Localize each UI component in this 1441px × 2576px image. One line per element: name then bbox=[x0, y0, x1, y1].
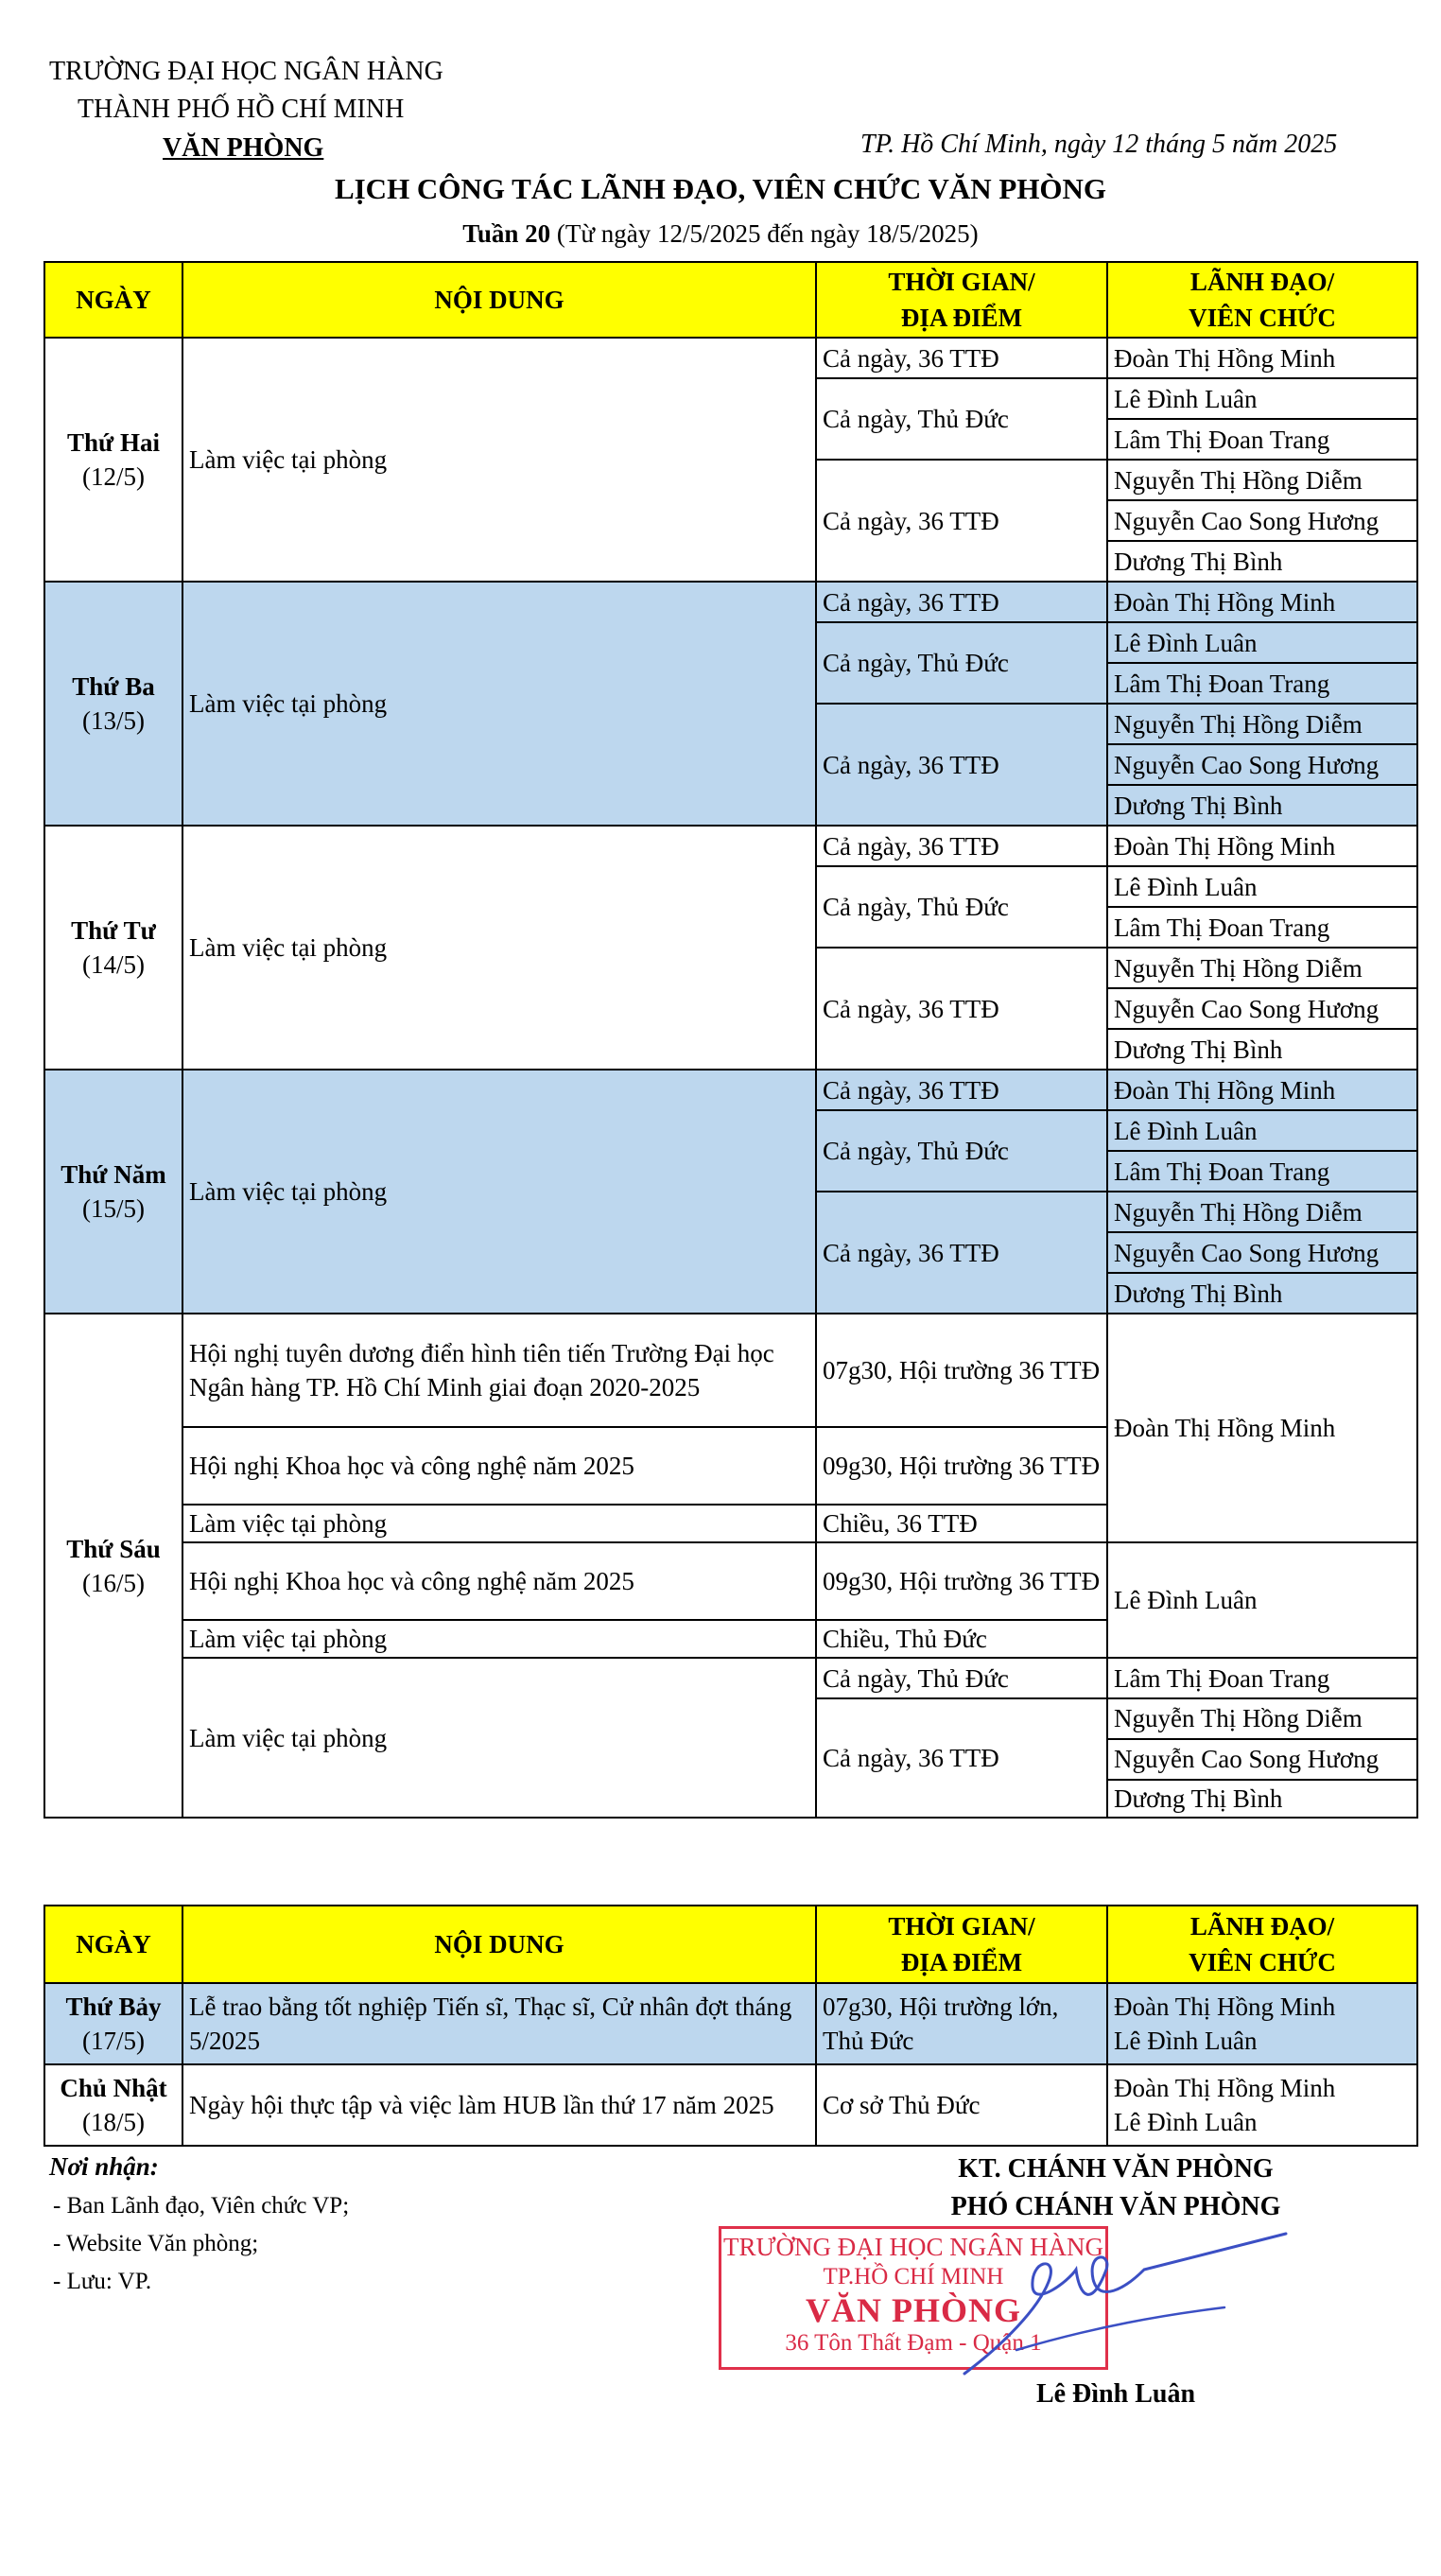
day-date: (15/5) bbox=[82, 1194, 145, 1223]
table-row bbox=[44, 1314, 1417, 1427]
day-cell bbox=[44, 826, 182, 1070]
place-cell: Cả ngày, Thủ Đức bbox=[816, 866, 1107, 948]
place-cell: Cơ sở Thủ Đức bbox=[816, 2064, 1107, 2146]
person-cell: Đoàn Thị Hồng Minh bbox=[1107, 826, 1417, 866]
person-cell: Dương Thị Bình bbox=[1107, 1273, 1417, 1314]
person-cell: Nguyễn Thị Hồng Diễm bbox=[1107, 1192, 1417, 1232]
person-cell: Nguyễn Cao Song Hương bbox=[1107, 1232, 1417, 1273]
weekend-schedule-table bbox=[43, 1905, 1418, 2147]
person-cell: Đoàn Thị Hồng Minh bbox=[1107, 1070, 1417, 1110]
place-cell: Cả ngày, 36 TTĐ bbox=[816, 704, 1107, 826]
recipient-item: - Website Văn phòng; bbox=[53, 2231, 259, 2256]
weekday-rows bbox=[44, 338, 1417, 1314]
col-header-lanh-dao bbox=[1107, 1906, 1417, 1983]
signature-underline bbox=[1016, 2307, 1224, 2350]
signature-stroke bbox=[964, 2234, 1286, 2374]
day-name: Thứ Tư bbox=[71, 916, 156, 945]
table-header-row bbox=[44, 262, 1417, 338]
place-cell: Cả ngày, Thủ Đức bbox=[816, 1658, 1107, 1698]
col-header-lanh-dao-line1: LÃNH ĐẠO/ bbox=[1189, 1912, 1335, 1941]
col-header-thoi-gian bbox=[816, 1906, 1107, 1983]
person-cell: Lâm Thị Đoan Trang bbox=[1107, 1658, 1417, 1698]
person-name: Nguyễn Thị Hồng Diễm bbox=[1108, 1699, 1416, 1740]
col-header-noi-dung: NỘI DUNG bbox=[182, 1906, 816, 1983]
person-name: Nguyễn Cao Song Hương bbox=[1114, 1745, 1380, 1773]
table-header-row bbox=[44, 1906, 1417, 1983]
place-cell: Cả ngày, 36 TTĐ bbox=[816, 1192, 1107, 1314]
handwritten-signature bbox=[927, 2213, 1305, 2393]
content-cell: Làm việc tại phòng bbox=[182, 582, 816, 826]
person-cell: Lâm Thị Đoan Trang bbox=[1107, 907, 1417, 948]
person-cell bbox=[1107, 1698, 1417, 1780]
person-cell bbox=[1107, 2064, 1417, 2146]
person-cell: Lâm Thị Đoan Trang bbox=[1107, 1151, 1417, 1192]
col-header-ngay: NGÀY bbox=[44, 262, 182, 338]
table-row bbox=[44, 826, 1417, 866]
day-cell-saturday bbox=[44, 1983, 182, 2064]
person-cell: Lê Đình Luân bbox=[1107, 1542, 1417, 1658]
person-cell bbox=[1107, 1983, 1417, 2064]
col-header-lanh-dao-line1: LÃNH ĐẠO/ bbox=[1189, 268, 1335, 296]
person-cell: Nguyễn Cao Song Hương bbox=[1107, 988, 1417, 1029]
place-cell: 09g30, Hội trường 36 TTĐ bbox=[816, 1427, 1107, 1505]
content-cell: Làm việc tại phòng bbox=[182, 1070, 816, 1314]
person-cell: Lê Đình Luân bbox=[1107, 1110, 1417, 1151]
table-row bbox=[44, 582, 1417, 622]
week-subtitle bbox=[0, 219, 1441, 249]
day-date: (14/5) bbox=[82, 950, 145, 979]
day-name: Chủ Nhật bbox=[60, 2074, 167, 2102]
person-cell: Lê Đình Luân bbox=[1107, 866, 1417, 907]
place-cell: Chiều, 36 TTĐ bbox=[816, 1505, 1107, 1542]
col-header-thoi-gian-line2: ĐỊA ĐIỂM bbox=[900, 1948, 1023, 1976]
content-cell: Làm việc tại phòng bbox=[182, 1505, 816, 1542]
content-cell: Lễ trao bằng tốt nghiệp Tiến sĩ, Thạc sĩ, Cử nhân đợt tháng 5/2025 bbox=[182, 1983, 816, 2064]
person-cell: Nguyễn Cao Song Hương bbox=[1107, 744, 1417, 785]
day-name: Thứ Năm bbox=[61, 1160, 166, 1189]
place-cell: Cả ngày, 36 TTĐ bbox=[816, 582, 1107, 622]
person-name: Lê Đình Luân bbox=[1114, 2108, 1258, 2136]
content-cell: Làm việc tại phòng bbox=[182, 1620, 816, 1658]
recipients-title: Nơi nhận: bbox=[49, 2152, 159, 2181]
col-header-thoi-gian-line2: ĐỊA ĐIỂM bbox=[900, 304, 1023, 332]
person-name: Đoàn Thị Hồng Minh bbox=[1114, 1993, 1336, 2021]
stamp-line3: VĂN PHÒNG bbox=[806, 2291, 1021, 2329]
person-cell: Dương Thị Bình bbox=[1107, 1780, 1417, 1818]
signer-name: Lê Đình Luân bbox=[1035, 2379, 1196, 2409]
person-cell: Nguyễn Thị Hồng Diễm bbox=[1107, 460, 1417, 500]
day-cell-sunday bbox=[44, 2064, 182, 2146]
day-name: Thứ Hai bbox=[67, 428, 160, 457]
sign-line2: PHÓ CHÁNH VĂN PHÒNG bbox=[950, 2192, 1281, 2221]
weekday-schedule-table bbox=[43, 261, 1418, 1819]
place-cell: Cả ngày, 36 TTĐ bbox=[816, 338, 1107, 378]
table-row bbox=[44, 1070, 1417, 1110]
person-cell: Dương Thị Bình bbox=[1107, 541, 1417, 582]
document-title: LỊCH CÔNG TÁC LÃNH ĐẠO, VIÊN CHỨC VĂN PHÒNG bbox=[334, 172, 1107, 205]
place-cell: 09g30, Hội trường 36 TTĐ bbox=[816, 1542, 1107, 1620]
person-cell: Nguyễn Cao Song Hương bbox=[1107, 500, 1417, 541]
col-header-thoi-gian bbox=[816, 262, 1107, 338]
week-number: Tuần 20 bbox=[462, 219, 551, 248]
org-name-line2: THÀNH PHỐ HỒ CHÍ MINH bbox=[78, 95, 405, 124]
dept-name: VĂN PHÒNG bbox=[163, 133, 324, 163]
table-row bbox=[44, 1542, 1417, 1620]
person-cell: Đoàn Thị Hồng Minh bbox=[1107, 582, 1417, 622]
org-name-line1: TRƯỜNG ĐẠI HỌC NGÂN HÀNG bbox=[49, 57, 443, 86]
content-cell: Làm việc tại phòng bbox=[182, 338, 816, 582]
day-date: (16/5) bbox=[82, 1568, 145, 1597]
place-date: TP. Hồ Chí Minh, ngày 12 tháng 5 năm 2025 bbox=[860, 130, 1338, 159]
stamp-line2: TP.HỒ CHÍ MINH bbox=[823, 2264, 1004, 2289]
person-cell: Dương Thị Bình bbox=[1107, 785, 1417, 826]
day-name: Thứ Ba bbox=[72, 672, 155, 701]
day-cell bbox=[44, 1070, 182, 1314]
day-date: (13/5) bbox=[82, 706, 145, 735]
content-cell: Ngày hội thực tập và việc làm HUB lần thứ 17 năm 2025 bbox=[182, 2064, 816, 2146]
place-cell: Chiều, Thủ Đức bbox=[816, 1620, 1107, 1658]
col-header-lanh-dao-line2: VIÊN CHỨC bbox=[1189, 1948, 1336, 1976]
col-header-lanh-dao-line2: VIÊN CHỨC bbox=[1189, 304, 1336, 332]
recipients-block bbox=[49, 2152, 349, 2295]
person-name: Lê Đình Luân bbox=[1114, 2027, 1258, 2055]
person-cell: Đoàn Thị Hồng Minh bbox=[1107, 338, 1417, 378]
week-range: (Từ ngày 12/5/2025 đến ngày 18/5/2025) bbox=[550, 219, 979, 248]
content-cell: Làm việc tại phòng bbox=[182, 826, 816, 1070]
recipient-item: - Ban Lãnh đạo, Viên chức VP; bbox=[53, 2193, 350, 2219]
col-header-lanh-dao bbox=[1107, 262, 1417, 338]
content-cell: Hội nghị Khoa học và công nghệ năm 2025 bbox=[182, 1542, 816, 1620]
person-cell: Lâm Thị Đoan Trang bbox=[1107, 663, 1417, 704]
place-cell: Cả ngày, 36 TTĐ bbox=[816, 948, 1107, 1070]
friday-rows bbox=[44, 1314, 1417, 1818]
person-cell: Nguyễn Thị Hồng Diễm bbox=[1107, 704, 1417, 744]
col-header-ngay: NGÀY bbox=[44, 1906, 182, 1983]
content-cell: Làm việc tại phòng bbox=[182, 1658, 816, 1818]
place-cell: 07g30, Hội trường lớn, Thủ Đức bbox=[816, 1983, 1107, 2064]
day-date: (17/5) bbox=[82, 2027, 145, 2055]
content-cell: Hội nghị tuyên dương điển hình tiên tiến Trường Đại học Ngân hàng TP. Hồ Chí Minh giai đoạn 2020-2025 bbox=[182, 1314, 816, 1427]
place-cell: Cả ngày, 36 TTĐ bbox=[816, 460, 1107, 582]
place-cell: Cả ngày, Thủ Đức bbox=[816, 622, 1107, 704]
sign-line1: KT. CHÁNH VĂN PHÒNG bbox=[958, 2154, 1274, 2184]
day-date: (18/5) bbox=[82, 2108, 145, 2136]
stamp-line4: 36 Tôn Thất Đạm - Quận 1 bbox=[785, 2330, 1042, 2356]
place-cell: Cả ngày, Thủ Đức bbox=[816, 378, 1107, 460]
col-header-thoi-gian-line1: THỜI GIAN/ bbox=[888, 268, 1035, 296]
table-row bbox=[44, 2064, 1417, 2146]
person-cell: Đoàn Thị Hồng Minh bbox=[1107, 1314, 1417, 1542]
person-cell: Lâm Thị Đoan Trang bbox=[1107, 419, 1417, 460]
person-cell: Lê Đình Luân bbox=[1107, 378, 1417, 419]
day-cell bbox=[44, 582, 182, 826]
day-date: (12/5) bbox=[82, 462, 145, 491]
day-name: Thứ Sáu bbox=[66, 1534, 161, 1563]
place-cell: Cả ngày, 36 TTĐ bbox=[816, 1070, 1107, 1110]
day-cell-friday bbox=[44, 1314, 182, 1818]
col-header-noi-dung: NỘI DUNG bbox=[182, 262, 816, 338]
person-cell: Nguyễn Thị Hồng Diễm bbox=[1107, 948, 1417, 988]
recipient-item: - Lưu: VP. bbox=[53, 2269, 152, 2294]
col-header-thoi-gian-line1: THỜI GIAN/ bbox=[888, 1912, 1035, 1941]
person-cell: Lê Đình Luân bbox=[1107, 622, 1417, 663]
person-name: Đoàn Thị Hồng Minh bbox=[1114, 2074, 1336, 2102]
place-cell: Cả ngày, Thủ Đức bbox=[816, 1110, 1107, 1192]
person-cell: Dương Thị Bình bbox=[1107, 1029, 1417, 1070]
table-row bbox=[44, 338, 1417, 378]
place-cell: Cả ngày, 36 TTĐ bbox=[816, 826, 1107, 866]
place-cell: 07g30, Hội trường 36 TTĐ bbox=[816, 1314, 1107, 1427]
stamp-line1: TRƯỜNG ĐẠI HỌC NGÂN HÀNG bbox=[723, 2233, 1103, 2261]
day-name: Thứ Bảy bbox=[65, 1993, 162, 2021]
table-row bbox=[44, 1983, 1417, 2064]
place-cell: Cả ngày, 36 TTĐ bbox=[816, 1698, 1107, 1818]
content-cell: Hội nghị Khoa học và công nghệ năm 2025 bbox=[182, 1427, 816, 1505]
day-cell bbox=[44, 338, 182, 582]
table-row bbox=[44, 1658, 1417, 1698]
